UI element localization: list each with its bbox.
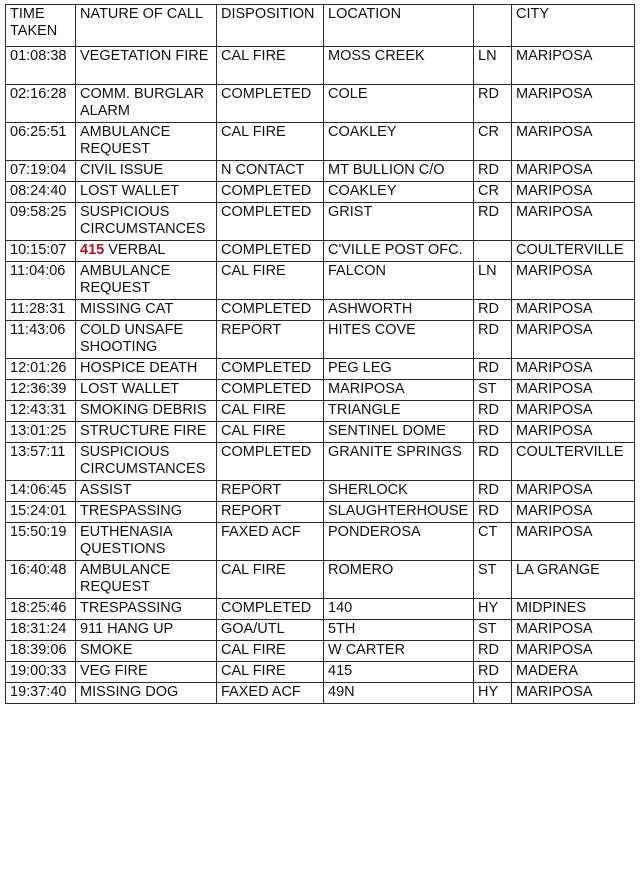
cell-suffix: CT <box>474 523 512 561</box>
cell-time: 06:25:51 <box>6 123 76 161</box>
cell-location: C'VILLE POST OFC. <box>324 241 474 262</box>
cell-suffix: RD <box>474 502 512 523</box>
cell-city: MARIPOSA <box>512 47 635 85</box>
table-row <box>6 359 635 380</box>
cell-location: SHERLOCK <box>324 481 474 502</box>
cell-city: LA GRANGE <box>512 561 635 599</box>
cell-city: MARIPOSA <box>512 401 635 422</box>
call-log-table <box>5 4 635 704</box>
cell-city: MADERA <box>512 662 635 683</box>
cell-nature <box>76 241 217 262</box>
cell-suffix: ST <box>474 380 512 401</box>
cell-suffix: HY <box>474 683 512 704</box>
table-body <box>6 47 635 704</box>
cell-nature: LOST WALLET <box>76 182 217 203</box>
cell-time: 12:36:39 <box>6 380 76 401</box>
cell-location: ROMERO <box>324 561 474 599</box>
cell-disposition: CAL FIRE <box>217 262 324 300</box>
cell-suffix: ST <box>474 620 512 641</box>
cell-time: 11:28:31 <box>6 300 76 321</box>
cell-nature: TRESPASSING <box>76 502 217 523</box>
cell-suffix: RD <box>474 401 512 422</box>
cell-location: ASHWORTH <box>324 300 474 321</box>
cell-nature: COLD UNSAFE SHOOTING <box>76 321 217 359</box>
cell-time: 18:31:24 <box>6 620 76 641</box>
cell-disposition: GOA/UTL <box>217 620 324 641</box>
cell-city: MARIPOSA <box>512 262 635 300</box>
cell-nature: SUSPICIOUS CIRCUMSTANCES <box>76 203 217 241</box>
cell-nature: HOSPICE DEATH <box>76 359 217 380</box>
cell-disposition: COMPLETED <box>217 241 324 262</box>
cell-time: 18:39:06 <box>6 641 76 662</box>
header-time: TIME TAKEN <box>6 5 76 47</box>
table-row <box>6 300 635 321</box>
cell-disposition: REPORT <box>217 502 324 523</box>
cell-nature: STRUCTURE FIRE <box>76 422 217 443</box>
cell-nature: ASSIST <box>76 481 217 502</box>
cell-disposition: COMPLETED <box>217 203 324 241</box>
cell-suffix: RD <box>474 443 512 481</box>
table-row <box>6 401 635 422</box>
cell-city: MARIPOSA <box>512 380 635 401</box>
cell-suffix: LN <box>474 47 512 85</box>
table-row <box>6 502 635 523</box>
cell-disposition: COMPLETED <box>217 85 324 123</box>
table-row <box>6 443 635 481</box>
cell-suffix: RD <box>474 662 512 683</box>
header-row <box>6 5 635 47</box>
header-location: LOCATION <box>324 5 474 47</box>
cell-city: COULTERVILLE <box>512 443 635 481</box>
cell-time: 14:06:45 <box>6 481 76 502</box>
cell-location: 49N <box>324 683 474 704</box>
cell-time: 16:40:48 <box>6 561 76 599</box>
cell-disposition: COMPLETED <box>217 380 324 401</box>
cell-suffix: RD <box>474 85 512 123</box>
cell-location: FALCON <box>324 262 474 300</box>
cell-time: 09:58:25 <box>6 203 76 241</box>
cell-nature: MISSING DOG <box>76 683 217 704</box>
cell-disposition: COMPLETED <box>217 443 324 481</box>
cell-suffix: CR <box>474 123 512 161</box>
nature-text: VERBAL <box>108 242 166 258</box>
cell-nature: AMBULANCE REQUEST <box>76 262 217 300</box>
cell-location: SENTINEL DOME <box>324 422 474 443</box>
cell-suffix: ST <box>474 561 512 599</box>
cell-city: MARIPOSA <box>512 620 635 641</box>
cell-disposition: CAL FIRE <box>217 561 324 599</box>
cell-time: 13:57:11 <box>6 443 76 481</box>
table-row <box>6 380 635 401</box>
cell-suffix: RD <box>474 161 512 182</box>
cell-city: MARIPOSA <box>512 422 635 443</box>
cell-city: MARIPOSA <box>512 182 635 203</box>
cell-nature: SUSPICIOUS CIRCUMSTANCES <box>76 443 217 481</box>
cell-city: MARIPOSA <box>512 523 635 561</box>
cell-suffix: RD <box>474 321 512 359</box>
cell-time: 11:43:06 <box>6 321 76 359</box>
header-disposition: DISPOSITION <box>217 5 324 47</box>
cell-nature: SMOKE <box>76 641 217 662</box>
cell-disposition: CAL FIRE <box>217 47 324 85</box>
cell-time: 10:15:07 <box>6 241 76 262</box>
table-row <box>6 599 635 620</box>
cell-suffix: RD <box>474 203 512 241</box>
table-row <box>6 683 635 704</box>
cell-nature: CIVIL ISSUE <box>76 161 217 182</box>
cell-city: MARIPOSA <box>512 481 635 502</box>
cell-disposition: CAL FIRE <box>217 123 324 161</box>
cell-disposition: REPORT <box>217 481 324 502</box>
cell-city: COULTERVILLE <box>512 241 635 262</box>
cell-location: 140 <box>324 599 474 620</box>
cell-location: GRANITE SPRINGS <box>324 443 474 481</box>
cell-nature: AMBULANCE REQUEST <box>76 123 217 161</box>
cell-location: MOSS CREEK <box>324 47 474 85</box>
table-row <box>6 262 635 300</box>
cell-nature: COMM. BURGLAR ALARM <box>76 85 217 123</box>
cell-disposition: COMPLETED <box>217 359 324 380</box>
cell-disposition: FAXED ACF <box>217 683 324 704</box>
cell-city: MARIPOSA <box>512 161 635 182</box>
cell-time: 19:00:33 <box>6 662 76 683</box>
table-row <box>6 662 635 683</box>
cell-city: MARIPOSA <box>512 123 635 161</box>
cell-suffix: CR <box>474 182 512 203</box>
cell-time: 02:16:28 <box>6 85 76 123</box>
cell-time: 18:25:46 <box>6 599 76 620</box>
cell-time: 11:04:06 <box>6 262 76 300</box>
cell-city: MIDPINES <box>512 599 635 620</box>
cell-suffix: RD <box>474 422 512 443</box>
table-row <box>6 321 635 359</box>
cell-disposition: CAL FIRE <box>217 422 324 443</box>
cell-location: MARIPOSA <box>324 380 474 401</box>
cell-time: 15:50:19 <box>6 523 76 561</box>
cell-time: 12:43:31 <box>6 401 76 422</box>
cell-time: 01:08:38 <box>6 47 76 85</box>
cell-city: MARIPOSA <box>512 85 635 123</box>
cell-city: MARIPOSA <box>512 641 635 662</box>
cell-disposition: COMPLETED <box>217 182 324 203</box>
cell-location: GRIST <box>324 203 474 241</box>
table-row <box>6 641 635 662</box>
cell-location: 5TH <box>324 620 474 641</box>
cell-nature: VEG FIRE <box>76 662 217 683</box>
table-row <box>6 481 635 502</box>
cell-suffix: RD <box>474 300 512 321</box>
cell-location: TRIANGLE <box>324 401 474 422</box>
cell-location: SLAUGHTERHOUSE <box>324 502 474 523</box>
cell-location: HITES COVE <box>324 321 474 359</box>
cell-nature: AMBULANCE REQUEST <box>76 561 217 599</box>
table-row <box>6 85 635 123</box>
cell-city: MARIPOSA <box>512 502 635 523</box>
cell-location: COLE <box>324 85 474 123</box>
cell-time: 07:19:04 <box>6 161 76 182</box>
cell-disposition: CAL FIRE <box>217 641 324 662</box>
table-row <box>6 241 635 262</box>
cell-disposition: COMPLETED <box>217 599 324 620</box>
cell-city: MARIPOSA <box>512 203 635 241</box>
cell-disposition: COMPLETED <box>217 300 324 321</box>
table-row <box>6 620 635 641</box>
penal-code-label: 415 <box>80 242 105 258</box>
cell-nature: 911 HANG UP <box>76 620 217 641</box>
table-row <box>6 203 635 241</box>
cell-location: PONDEROSA <box>324 523 474 561</box>
cell-disposition: CAL FIRE <box>217 662 324 683</box>
cell-time: 08:24:40 <box>6 182 76 203</box>
cell-city: MARIPOSA <box>512 359 635 380</box>
cell-location: MT BULLION C/O <box>324 161 474 182</box>
cell-disposition: CAL FIRE <box>217 401 324 422</box>
cell-disposition: FAXED ACF <box>217 523 324 561</box>
cell-disposition: REPORT <box>217 321 324 359</box>
cell-nature: TRESPASSING <box>76 599 217 620</box>
table-row <box>6 182 635 203</box>
cell-location: 415 <box>324 662 474 683</box>
cell-time: 19:37:40 <box>6 683 76 704</box>
cell-time: 15:24:01 <box>6 502 76 523</box>
cell-disposition: N CONTACT <box>217 161 324 182</box>
cell-city: MARIPOSA <box>512 321 635 359</box>
cell-city: MARIPOSA <box>512 683 635 704</box>
header-nature: NATURE OF CALL <box>76 5 217 47</box>
cell-time: 12:01:26 <box>6 359 76 380</box>
cell-suffix: HY <box>474 599 512 620</box>
table-row <box>6 123 635 161</box>
cell-city: MARIPOSA <box>512 300 635 321</box>
cell-time: 13:01:25 <box>6 422 76 443</box>
table-row <box>6 161 635 182</box>
cell-location: COAKLEY <box>324 182 474 203</box>
cell-nature: EUTHENASIA QUESTIONS <box>76 523 217 561</box>
table-row <box>6 422 635 443</box>
table-row <box>6 561 635 599</box>
cell-suffix: RD <box>474 641 512 662</box>
header-city: CITY <box>512 5 635 47</box>
cell-suffix <box>474 241 512 262</box>
cell-suffix: LN <box>474 262 512 300</box>
cell-location: PEG LEG <box>324 359 474 380</box>
cell-location: COAKLEY <box>324 123 474 161</box>
cell-nature: SMOKING DEBRIS <box>76 401 217 422</box>
cell-location: W CARTER <box>324 641 474 662</box>
cell-nature: LOST WALLET <box>76 380 217 401</box>
header-suffix <box>474 5 512 47</box>
table-row <box>6 47 635 85</box>
table-row <box>6 523 635 561</box>
cell-nature: VEGETATION FIRE <box>76 47 217 85</box>
cell-suffix: RD <box>474 481 512 502</box>
cell-nature: MISSING CAT <box>76 300 217 321</box>
cell-suffix: RD <box>474 359 512 380</box>
